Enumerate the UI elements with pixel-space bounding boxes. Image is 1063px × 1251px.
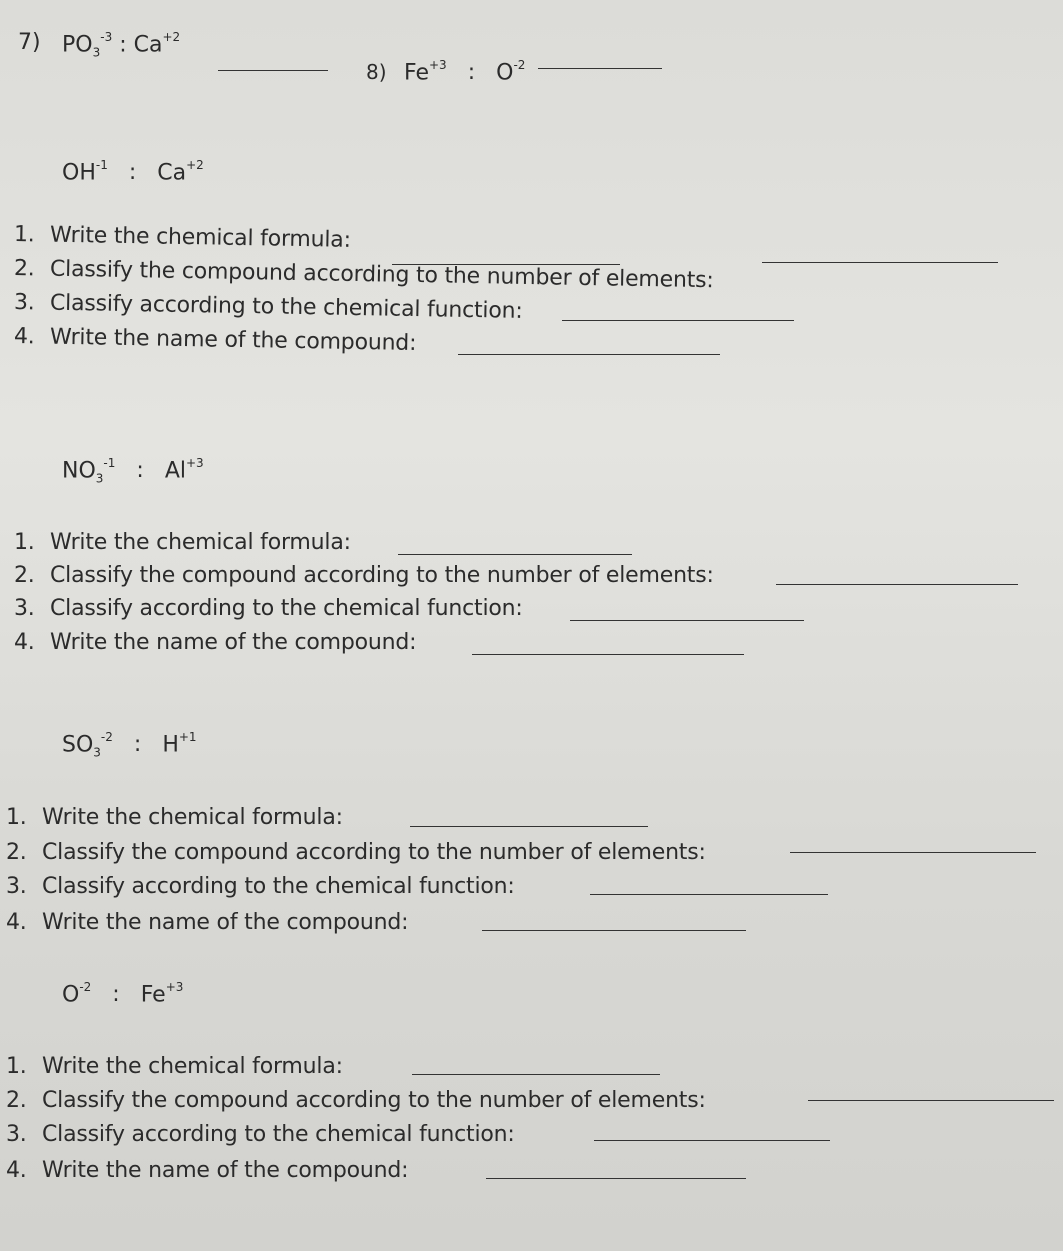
item-7-ion1-sup: -3 [100, 30, 113, 44]
block-2-q4: 4. Write the name of the compound: [14, 630, 417, 655]
block-2-colon: : [136, 458, 144, 484]
block-1-ion-a-sup: -1 [95, 158, 108, 172]
block-1-ion-b: Ca [157, 160, 187, 186]
block-2-q3-blank[interactable] [570, 620, 804, 621]
block-1-q3: 3. Classify according to the chemical function: [13, 290, 523, 324]
block-1-q2-blank[interactable] [762, 262, 998, 263]
block-3-q1-blank[interactable] [410, 826, 648, 827]
item-8-colon: : [467, 60, 476, 86]
block-2-ion-a-sup: -1 [103, 456, 116, 470]
block-4-q2: 2. Classify the compound according to the number of elements: [6, 1088, 706, 1113]
block-4-ion-b: Fe [140, 982, 166, 1008]
block-3-colon: : [133, 732, 142, 758]
block-1-q1: 1. Write the chemical formula: [13, 222, 351, 253]
block-4-ion-a-sup: -2 [79, 980, 92, 994]
block-4-q4: 4. Write the name of the compound: [6, 1158, 409, 1183]
item-8-ion1: Fe [404, 60, 429, 86]
block-2-q2-blank[interactable] [776, 584, 1018, 585]
block-2-ion-b-sup: +3 [185, 456, 204, 470]
block-2-q4-blank[interactable] [472, 654, 744, 655]
block-3-ion-a-sub: 3 [93, 745, 101, 760]
item-7-formula [62, 32, 180, 60]
item-8-ion1-sup: +3 [429, 58, 447, 72]
block-1-q4: 4. Write the name of the compound: [13, 324, 417, 357]
item-8-answer-blank[interactable] [538, 68, 662, 69]
block-4-q3: 3. Classify according to the chemical function: [6, 1122, 515, 1147]
block-2-ion-a-sub: 3 [95, 471, 104, 486]
item-7-ion1: PO [62, 32, 93, 58]
block-4-q1: 1. Write the chemical formula: [6, 1054, 343, 1079]
item-7-number: 7) [18, 30, 41, 55]
item-7-ion2: Ca [133, 32, 163, 58]
item-7-ion2-sup: +2 [162, 30, 181, 44]
block-3-q4-blank[interactable] [482, 930, 746, 931]
block-3-q3: 3. Classify according to the chemical function: [6, 874, 515, 899]
block-3-formula [62, 732, 197, 760]
item-7-answer-blank[interactable] [218, 70, 328, 71]
block-1-ion-b-sup: +2 [186, 158, 204, 172]
block-1-q3-blank[interactable] [562, 320, 794, 321]
block-2-ion-b: Al [164, 458, 186, 484]
block-4-ion-b-sup: +3 [165, 980, 184, 994]
block-2-ion-a: NO [62, 458, 96, 484]
block-4-formula [62, 982, 183, 1007]
block-4-q1-blank[interactable] [412, 1074, 660, 1075]
block-2-q1-blank[interactable] [398, 554, 632, 555]
item-8-number: 8) [366, 60, 387, 84]
block-3-ion-b-sup: +1 [178, 730, 197, 744]
block-2-q1: 1. Write the chemical formula: [14, 530, 351, 555]
block-2-q3: 3. Classify according to the chemical function: [14, 596, 523, 621]
item-7-colon: : [119, 32, 127, 58]
block-3-q1: 1. Write the chemical formula: [6, 805, 343, 830]
block-4-ion-a: O [62, 982, 80, 1008]
block-3-q2-blank[interactable] [790, 852, 1036, 853]
block-4-colon: : [112, 982, 120, 1008]
block-2-formula [62, 458, 204, 486]
block-3-ion-a: SO [62, 732, 94, 758]
item-8-ion2: O [496, 60, 514, 86]
block-4-q4-blank[interactable] [486, 1178, 746, 1179]
block-1-ion-a: OH [62, 160, 96, 186]
block-3-ion-b: H [162, 732, 179, 758]
block-1-q2: 2. Classify the compound according to the number of elements: [13, 256, 714, 294]
block-4-q3-blank[interactable] [594, 1140, 830, 1141]
block-3-q3-blank[interactable] [590, 894, 828, 895]
block-3-ion-a-sup: -2 [100, 730, 113, 744]
block-2-q2: 2. Classify the compound according to the number of elements: [14, 563, 714, 588]
block-1-q4-blank[interactable] [458, 354, 720, 355]
block-3-q2: 2. Classify the compound according to the number of elements: [6, 840, 706, 865]
block-4-q2-blank[interactable] [808, 1100, 1054, 1101]
item-8-ion2-sup: -2 [513, 58, 526, 72]
block-3-q4: 4. Write the name of the compound: [6, 910, 409, 935]
block-1-formula [62, 160, 204, 185]
block-1-colon: : [128, 160, 137, 186]
item-8-formula [404, 60, 525, 85]
item-7-ion1-sub: 3 [92, 45, 101, 60]
